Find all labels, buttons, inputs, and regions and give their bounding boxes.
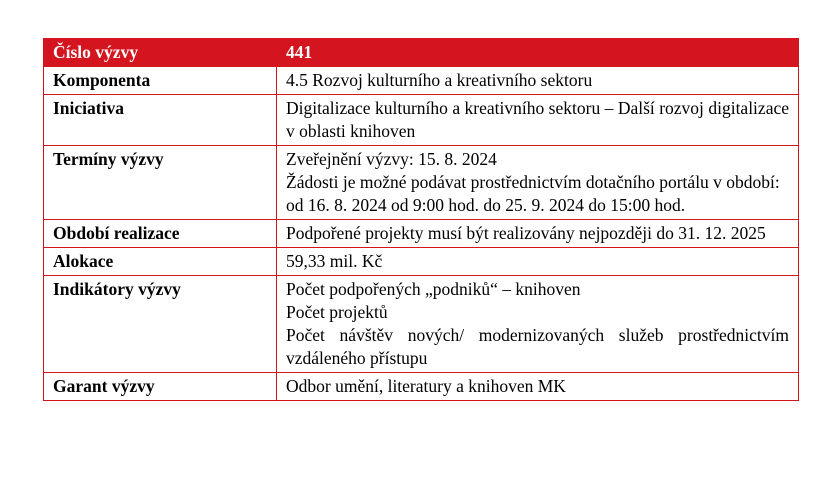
table-row bbox=[44, 67, 799, 95]
row-value bbox=[277, 248, 799, 276]
row-label: Alokace bbox=[44, 248, 277, 276]
row-value bbox=[277, 67, 799, 95]
table-row bbox=[44, 248, 799, 276]
row-value: Digitalizace kulturního a kreativního sektoru – Další rozvoj digitalizace v oblasti knihoven bbox=[277, 95, 799, 146]
row-label: Termíny výzvy bbox=[44, 146, 277, 220]
row-value-line: 59,33 mil. Kč bbox=[286, 251, 383, 271]
row-value: Podpořené projekty musí být realizovány nejpozději do 31. 12. 2025 bbox=[277, 220, 799, 248]
row-label: Období realizace bbox=[44, 220, 277, 248]
table-row bbox=[44, 276, 799, 373]
table-row bbox=[44, 220, 799, 248]
row-label: Garant výzvy bbox=[44, 373, 277, 401]
row-value bbox=[277, 373, 799, 401]
header-label: Číslo výzvy bbox=[44, 39, 277, 67]
row-label: Iniciativa bbox=[44, 95, 277, 146]
table-row bbox=[44, 373, 799, 401]
header-value: 441 bbox=[277, 39, 799, 67]
table-header-row bbox=[44, 39, 799, 67]
row-label: Indikátory výzvy bbox=[44, 276, 277, 373]
row-value-line: Počet projektů bbox=[286, 302, 388, 322]
row-value bbox=[277, 146, 799, 220]
row-value-line: od 16. 8. 2024 od 9:00 hod. do 25. 9. 2024 do 15:00 hod. bbox=[286, 195, 686, 215]
row-value-line: 4.5 Rozvoj kulturního a kreativního sektoru bbox=[286, 70, 593, 90]
call-info-table bbox=[43, 38, 799, 401]
table-row bbox=[44, 146, 799, 220]
row-value-line: Zveřejnění výzvy: 15. 8. 2024 bbox=[286, 149, 497, 169]
row-value-line: Počet návštěv nových/ modernizovaných služeb prostřednictvím vzdáleného přístupu bbox=[286, 325, 789, 368]
row-value-line: Žádosti je možné podávat prostřednictvím dotačního portálu v období: bbox=[286, 172, 780, 192]
row-value-line: Odbor umění, literatury a knihoven MK bbox=[286, 376, 566, 396]
row-label: Komponenta bbox=[44, 67, 277, 95]
row-value bbox=[277, 276, 799, 373]
row-value-line: Počet podpořených „podniků“ – knihoven bbox=[286, 279, 581, 299]
table-row bbox=[44, 95, 799, 146]
